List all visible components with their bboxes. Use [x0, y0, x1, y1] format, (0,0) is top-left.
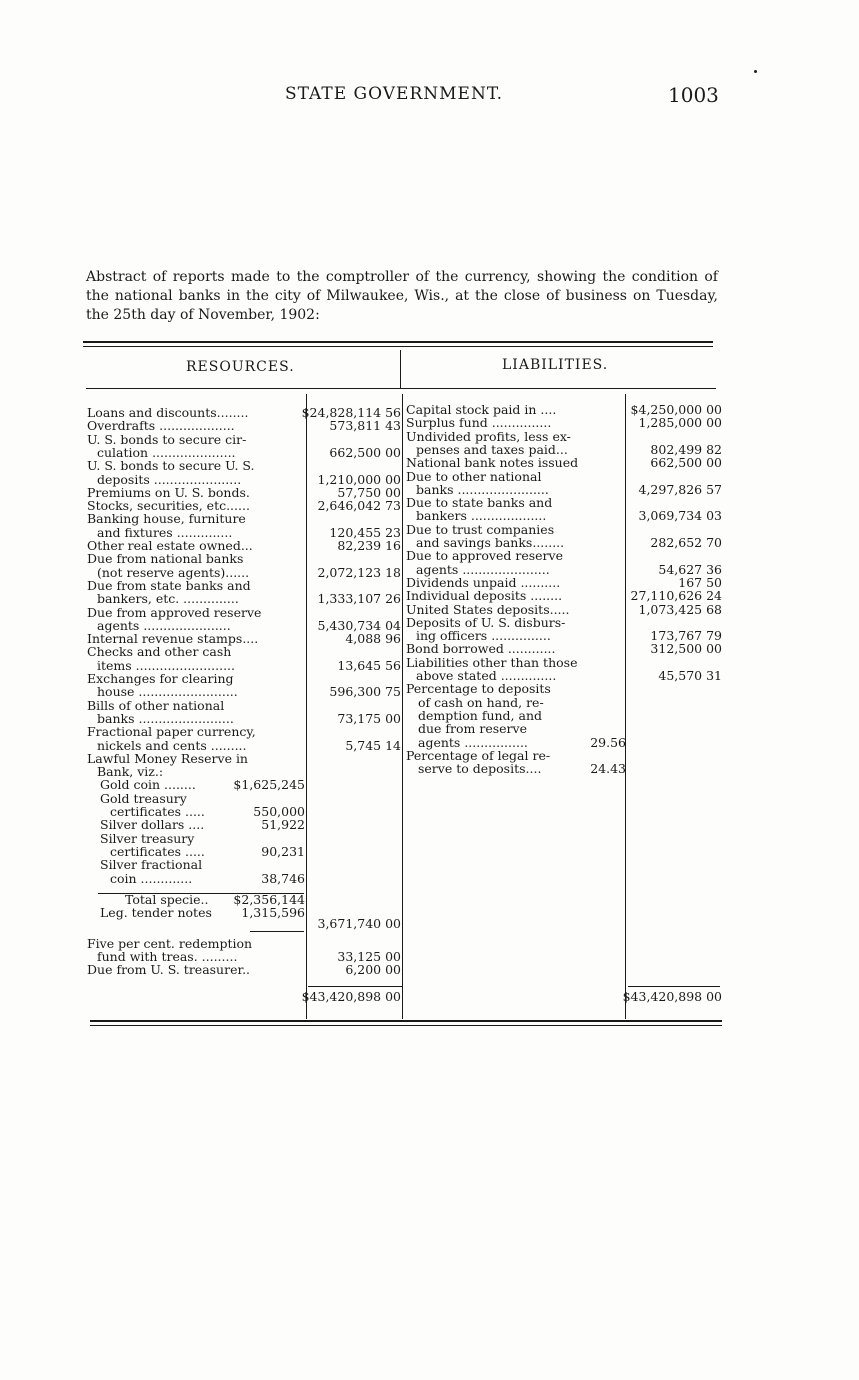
reserve-value: $1,625,245	[233, 777, 305, 793]
resource-amount: 2,646,042 73	[317, 498, 401, 514]
liability-label: above stated ..............	[416, 668, 557, 683]
liability-label: Due to trust companies	[406, 521, 555, 537]
resource-label: Checks and other cash	[87, 644, 232, 660]
header-divider	[400, 350, 401, 388]
liability-amount: 3,069,734 03	[638, 508, 722, 524]
resource-label: Fractional paper currency,	[87, 724, 256, 740]
reserve-value: 38,746	[261, 870, 305, 886]
top-rule-2	[83, 346, 713, 347]
resource-label: items .........................	[97, 657, 235, 673]
liability-amount: 1,285,000 00	[638, 415, 722, 431]
bottom-rule	[90, 1020, 722, 1022]
liability-amount: 167 50	[678, 574, 722, 590]
liability-label: banks .......................	[416, 481, 549, 497]
liability-amount: 312,500 00	[650, 641, 722, 657]
resource-amount: 1,210,000 00	[317, 471, 401, 487]
reserve-label: certificates .....	[110, 804, 205, 819]
resource-label: Due from national banks	[87, 551, 244, 567]
percentage-label: agents ................	[418, 734, 528, 750]
liabilities-total: $43,420,898 00	[622, 989, 722, 1004]
reserve-label: Silver treasury	[100, 830, 195, 846]
liability-label: Liabilities other than those	[406, 654, 578, 670]
liability-label: Individual deposits ........	[406, 588, 563, 604]
liability-amount: 173,767 79	[650, 628, 722, 644]
liability-label: Undivided profits, less ex-	[406, 428, 571, 444]
percentage-label: due from reserve	[418, 721, 527, 737]
resource-label: agents ......................	[97, 617, 231, 633]
bottom-rule-2	[90, 1025, 722, 1026]
reserve-value: 51,922	[261, 817, 305, 833]
resource-label: fund with treas. .........	[97, 949, 238, 964]
liability-label: ing officers ...............	[416, 628, 551, 644]
resources-total-rule	[308, 986, 402, 987]
legal-tender-value: 1,315,596	[241, 905, 305, 921]
resource-label: (not reserve agents)......	[97, 564, 250, 580]
percentage-label: demption fund, and	[418, 707, 543, 723]
resource-label: deposits ......................	[97, 471, 242, 487]
reserve-label: Gold treasury	[100, 790, 187, 806]
resource-label: culation .....................	[97, 444, 236, 460]
liability-label: bankers ...................	[416, 508, 547, 524]
resource-amount: 57,750 00	[337, 484, 401, 500]
percentage-label: serve to deposits....	[418, 761, 542, 777]
liability-label: Deposits of U. S. disburs-	[406, 614, 566, 630]
liability-amount: 282,652 70	[650, 535, 722, 550]
liabilities-total-rule	[628, 986, 720, 987]
resource-label: U. S. bonds to secure cir-	[87, 431, 247, 447]
liability-amount: 1,073,425 68	[638, 601, 722, 617]
liability-label: Bond borrowed ............	[406, 641, 556, 657]
liability-amount: 802,499 82	[650, 441, 722, 457]
resource-label: Bank, viz.:	[97, 764, 164, 780]
resource-label: bankers, etc. ..............	[97, 591, 239, 607]
resource-label: Loans and discounts........	[87, 405, 249, 420]
resource-label: Bills of other national	[87, 697, 225, 713]
resource-label: Due from state banks and	[87, 577, 251, 593]
resource-label: Other real estate owned...	[87, 538, 253, 553]
reserve-label: certificates .....	[110, 843, 205, 859]
top-rule	[83, 341, 713, 343]
liability-label: United States deposits.....	[406, 601, 570, 617]
liability-label: Capital stock paid in ....	[406, 402, 557, 417]
liability-amount: 4,297,826 57	[638, 481, 722, 497]
resource-label: Premiums on U. S. bonds.	[87, 484, 250, 500]
resource-label: nickels and cents .........	[97, 737, 247, 753]
resource-amount: 82,239 16	[337, 538, 401, 553]
running-head-title: STATE GOVERNMENT.	[285, 84, 504, 104]
liability-label: agents ......................	[416, 561, 550, 577]
resource-amount: $24,828,114 56	[301, 405, 401, 420]
resource-label: Five per cent. redemption	[87, 935, 253, 951]
liability-label: and savings banks........	[416, 535, 565, 550]
reserve-label: Gold coin ........	[100, 777, 196, 793]
resource-amount: 13,645 56	[337, 657, 401, 673]
liability-amount: 54,627 36	[658, 561, 722, 577]
reserve-label: Silver dollars ....	[100, 817, 205, 833]
column-rule-2	[402, 394, 403, 1019]
liability-label: penses and taxes paid...	[416, 441, 568, 457]
resource-amount: 120,455 23	[329, 524, 401, 540]
intro-paragraph: Abstract of reports made to the comptroller of the currency, showing the condition of the national banks in the city of Milwaukee, Wis., at the close of business on Tuesday, the 25th day of November, 1902:	[86, 269, 718, 323]
percentage-label: of cash on hand, re-	[418, 694, 544, 710]
resource-amount: 33,125 00	[337, 949, 401, 964]
total-specie-value: $2,356,144	[233, 891, 305, 907]
reserve-value: 550,000	[253, 804, 305, 819]
resource-amount: 4,088 96	[345, 631, 401, 647]
resource-amount: 73,175 00	[337, 710, 401, 726]
column-rule-1	[306, 394, 307, 1019]
liability-label: Due to approved reserve	[406, 548, 563, 564]
percentage-value: 24.43	[590, 761, 626, 777]
liability-label: Due to other national	[406, 468, 542, 484]
liability-label: Surplus fund ...............	[406, 415, 552, 431]
resource-amount: 573,811 43	[329, 418, 401, 434]
liability-amount: $4,250,000 00	[630, 402, 722, 417]
resource-label: Banking house, furniture	[87, 511, 246, 527]
resources-total: $43,420,898 00	[301, 989, 401, 1004]
liability-label: Due to state banks and	[406, 495, 553, 511]
subtotal-rule	[250, 931, 304, 932]
percentage-label: Percentage to deposits	[406, 681, 551, 697]
total-specie-label: Total specie..	[125, 891, 209, 907]
resource-label: Overdrafts ...................	[87, 418, 235, 434]
resource-label: and fixtures ..............	[97, 524, 233, 540]
resource-amount: 596,300 75	[329, 684, 401, 700]
reserve-label: coin .............	[110, 870, 193, 886]
percentage-label: Percentage of legal re-	[406, 747, 551, 763]
liabilities-heading: LIABILITIES.	[502, 357, 609, 373]
reserve-total: 3,671,740 00	[317, 916, 401, 932]
resource-amount: 5,430,734 04	[317, 617, 401, 633]
legal-tender-label: Leg. tender notes	[100, 905, 212, 921]
resource-label: banks ........................	[97, 710, 234, 726]
resource-label: Due from approved reserve	[87, 604, 262, 620]
resource-label: U. S. bonds to secure U. S.	[87, 458, 255, 474]
resource-amount: 1,333,107 26	[317, 591, 401, 607]
resource-amount: 2,072,123 18	[317, 564, 401, 580]
column-rule-3	[625, 394, 626, 1019]
speck	[754, 70, 757, 73]
percentage-value: 29.56	[590, 734, 626, 750]
resource-amount: 6,200 00	[345, 962, 401, 978]
page-number: 1003	[668, 83, 719, 107]
liability-label: Dividends unpaid ..........	[406, 574, 561, 590]
header-bottom-rule	[86, 388, 716, 389]
resource-label: Stocks, securities, etc......	[87, 498, 250, 514]
reserve-label: Silver fractional	[100, 857, 203, 873]
resources-heading: RESOURCES.	[186, 359, 295, 375]
resource-amount: 662,500 00	[329, 444, 401, 460]
resource-label: house .........................	[97, 684, 238, 700]
resource-label: Exchanges for clearing	[87, 671, 234, 686]
resource-label: Internal revenue stamps....	[87, 631, 259, 647]
resource-label: Due from U. S. treasurer..	[87, 962, 251, 978]
liability-amount: 662,500 00	[650, 455, 722, 471]
resource-amount: 5,745 14	[345, 737, 401, 753]
resource-label: Lawful Money Reserve in	[87, 750, 248, 766]
reserve-value: 90,231	[261, 843, 305, 859]
liability-amount: 45,570 31	[658, 668, 722, 683]
liability-amount: 27,110,626 24	[630, 588, 722, 604]
liability-label: National bank notes issued	[406, 455, 579, 471]
